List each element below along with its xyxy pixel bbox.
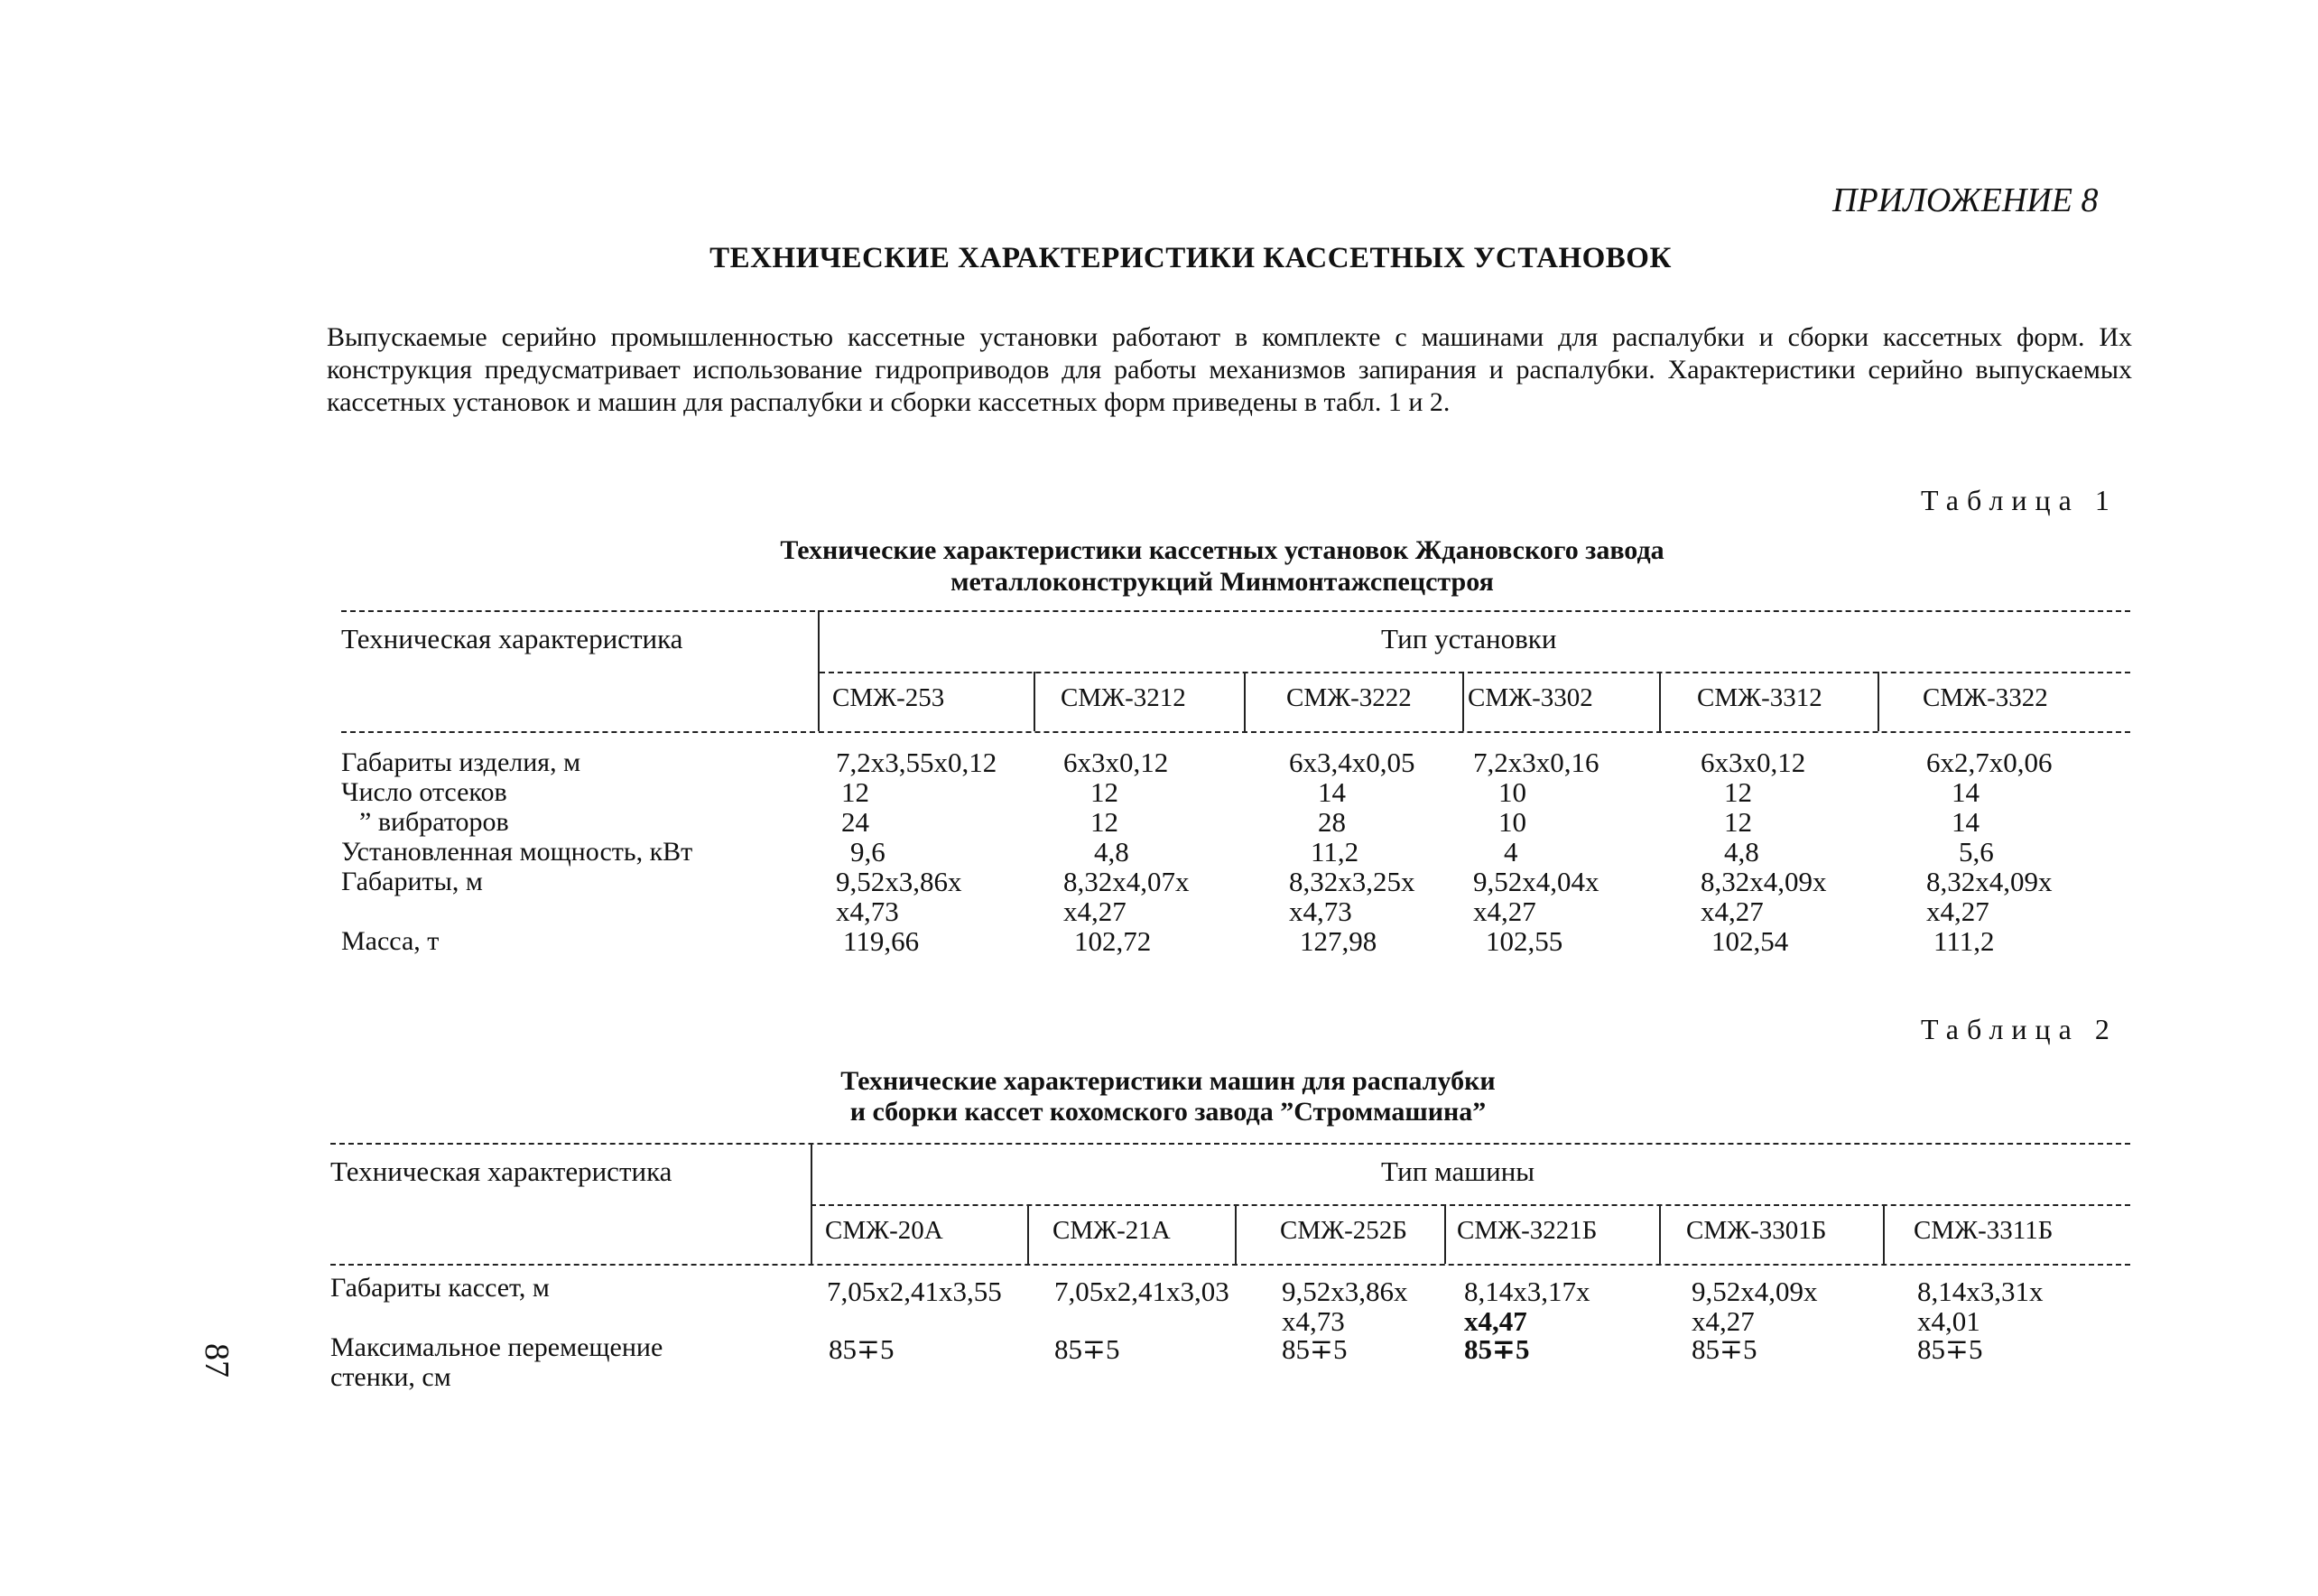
table-1-caption-line2: металлоконструкций Минмонтажспецстроя — [950, 567, 1494, 597]
table-2-col-header: СМЖ-3301Б — [1686, 1216, 1827, 1245]
intro-paragraph: Выпускаемые серийно промышленностью кассетные установки работают в комплекте с машинами для распалубки и сборки кассетных форм. Их конструкция предусматривает использование гидроприводов для работы механизмов запирания и распалубки. Характеристики серийно выпускаемых кассетных установок и машин для распалубки и сборки кассетных форм приведены в табл. 1 и 2. — [327, 322, 2132, 417]
table-2-cell: 85∓5 — [1282, 1333, 1348, 1365]
table-2-col-sep — [1444, 1204, 1446, 1264]
table-1-cell: 10 — [1498, 806, 1526, 838]
table-2-cell: x4,47 — [1464, 1305, 1527, 1337]
table-1-cell: 14 — [1952, 776, 1980, 808]
table-2-col-header: СМЖ-21А — [1052, 1216, 1171, 1245]
table-1-cell: 7,2x3x0,16 — [1473, 747, 1599, 778]
table-2-cell: 85∓5 — [1917, 1333, 1983, 1365]
table-1-col-header: СМЖ-3222 — [1286, 683, 1412, 712]
table-1-cell: 102,72 — [1074, 925, 1152, 957]
table-1-row-label: Габариты, м — [341, 867, 483, 896]
table-1-cell: 8,32x4,09x — [1701, 866, 1827, 897]
table-1-col-sep — [1878, 672, 1879, 731]
table-1-col-header: СМЖ-3312 — [1697, 683, 1822, 712]
table-1-row-label: Число отсеков — [341, 777, 507, 807]
table-2-header-rule — [330, 1264, 2130, 1266]
table-1-divider — [818, 610, 820, 731]
table-1-cell: x4,27 — [1063, 895, 1127, 927]
table-1-caption-line1: Технические характеристики кассетных установок Ждановского завода — [780, 535, 1664, 565]
table-2-col-header: СМЖ-3311Б — [1914, 1216, 2054, 1245]
table-1-cell: x4,27 — [1473, 895, 1536, 927]
table-1-cell: 9,6 — [850, 836, 885, 868]
table-1-cell: 6x3x0,12 — [1063, 747, 1169, 778]
table-1-cell: 119,66 — [843, 925, 920, 957]
table-1-row-label: Установленная мощность, кВт — [341, 837, 693, 867]
table-2-col-sep — [1659, 1204, 1661, 1264]
appendix-label: ПРИЛОЖЕНИЕ 8 — [1832, 181, 2099, 219]
table-1-cell: 6x2,7x0,06 — [1926, 747, 2053, 778]
table-1-col-sep — [1462, 672, 1464, 731]
table-1-col-header: СМЖ-3322 — [1923, 683, 2048, 712]
table-1-cell: 6x3x0,12 — [1701, 747, 1806, 778]
table-1-cell: 4,8 — [1094, 836, 1129, 868]
table-1-col-header: СМЖ-3302 — [1468, 683, 1593, 712]
table-2-col-header: СМЖ-3221Б — [1457, 1216, 1598, 1245]
page-title: ТЕХНИЧЕСКИЕ ХАРАКТЕРИСТИКИ КАССЕТНЫХ УСТАНОВОК — [709, 242, 1672, 274]
table-2-row-label: Габариты кассет, м — [330, 1273, 550, 1303]
table-2-cell: 7,05x2,41x3,03 — [1054, 1276, 1229, 1307]
table-1-col-sep — [1034, 672, 1035, 731]
table-2-cell: x4,01 — [1917, 1305, 1980, 1337]
table-2-cell: 9,52x3,86x — [1282, 1276, 1408, 1307]
table-2-header-group: Тип машины — [1381, 1155, 1535, 1187]
table-2-divider — [811, 1143, 812, 1264]
table-2-col-sep — [1027, 1204, 1029, 1264]
table-1-cell: 24 — [841, 806, 869, 838]
table-2-col-header: СМЖ-20А — [825, 1216, 943, 1245]
table-1-label: Таблица 1 — [1921, 484, 2118, 516]
table-2-col-sep — [1883, 1204, 1885, 1264]
table-1-cell: x4,27 — [1701, 895, 1764, 927]
table-1-col-sep — [1659, 672, 1661, 731]
table-2-col-sep — [1235, 1204, 1237, 1264]
table-1-cell: 8,32x4,09x — [1926, 866, 2053, 897]
table-1-cell: 102,54 — [1711, 925, 1789, 957]
table-1-cell: 28 — [1318, 806, 1346, 838]
table-1-cell: 12 — [1724, 806, 1752, 838]
table-1-cell: 12 — [841, 776, 869, 808]
table-2-cell: 85∓5 — [1054, 1333, 1120, 1365]
table-1-mid-rule — [820, 672, 2130, 673]
table-2-cell: 7,05x2,41x3,55 — [827, 1276, 1002, 1307]
table-1-row-label: ” вибраторов — [359, 807, 509, 837]
table-1-row-label: Габариты изделия, м — [341, 747, 581, 777]
table-1-cell: 9,52x3,86x — [836, 866, 962, 897]
table-1-header-group: Тип установки — [1381, 623, 1557, 654]
table-2-cell: x4,73 — [1282, 1305, 1345, 1337]
table-1-cell: 8,32x4,07x — [1063, 866, 1190, 897]
table-1-cell: 14 — [1952, 806, 1980, 838]
table-2-row-label: Максимальное перемещение — [330, 1332, 663, 1362]
table-1-cell: 4,8 — [1724, 836, 1759, 868]
table-1-header-characteristic: Техническая характеристика — [341, 623, 683, 654]
table-2-mid-rule — [811, 1204, 2130, 1206]
table-1-col-header: СМЖ-3212 — [1061, 683, 1186, 712]
table-1-cell: 111,2 — [1933, 925, 1995, 957]
table-2-cell: 85∓5 — [1692, 1333, 1757, 1365]
table-1-cell: 9,52x4,04x — [1473, 866, 1599, 897]
table-1-cell: 4 — [1504, 836, 1518, 868]
table-1-cell: 12 — [1090, 806, 1118, 838]
table-2-cell: x4,27 — [1692, 1305, 1755, 1337]
table-2-header-characteristic: Техническая характеристика — [330, 1155, 672, 1187]
table-1-cell: 7,2x3,55x0,12 — [836, 747, 997, 778]
table-2-caption-line2: и сборки кассет кохомского завода ”Строммашина” — [849, 1097, 1487, 1127]
table-1-cell: 127,98 — [1300, 925, 1377, 957]
table-1-cell: x4,27 — [1926, 895, 1989, 927]
table-1-cell: 14 — [1318, 776, 1346, 808]
table-1-cell: x4,73 — [836, 895, 899, 927]
table-1-col-sep — [1244, 672, 1246, 731]
table-1-cell: 11,2 — [1311, 836, 1359, 868]
table-2-label: Таблица 2 — [1921, 1013, 2118, 1045]
table-2-cell: 85∓5 — [1464, 1333, 1530, 1365]
table-1-cell: 102,55 — [1486, 925, 1563, 957]
table-2-top-rule — [330, 1143, 2130, 1145]
table-1-cell: 10 — [1498, 776, 1526, 808]
table-2-caption-line1: Технические характеристики машин для распалубки — [840, 1066, 1496, 1096]
table-2-cell: 85∓5 — [829, 1333, 895, 1365]
table-1-cell: 6x3,4x0,05 — [1289, 747, 1415, 778]
table-1-cell: 12 — [1724, 776, 1752, 808]
page-number: 87 — [198, 1343, 236, 1378]
table-2-row-label: стенки, см — [330, 1362, 451, 1392]
table-1-cell: 8,32x3,25x — [1289, 866, 1415, 897]
table-1-header-rule — [341, 731, 2130, 733]
table-1-top-rule — [341, 610, 2130, 612]
table-2-cell: 9,52x4,09x — [1692, 1276, 1818, 1307]
table-1-cell: x4,73 — [1289, 895, 1352, 927]
table-1-row-label: Масса, т — [341, 926, 440, 956]
table-2-cell: 8,14x3,17x — [1464, 1276, 1590, 1307]
table-1-cell: 12 — [1090, 776, 1118, 808]
table-2-col-header: СМЖ-252Б — [1280, 1216, 1407, 1245]
table-2-cell: 8,14x3,31x — [1917, 1276, 2044, 1307]
table-1-cell: 5,6 — [1959, 836, 1994, 868]
table-1-col-header: СМЖ-253 — [832, 683, 945, 712]
